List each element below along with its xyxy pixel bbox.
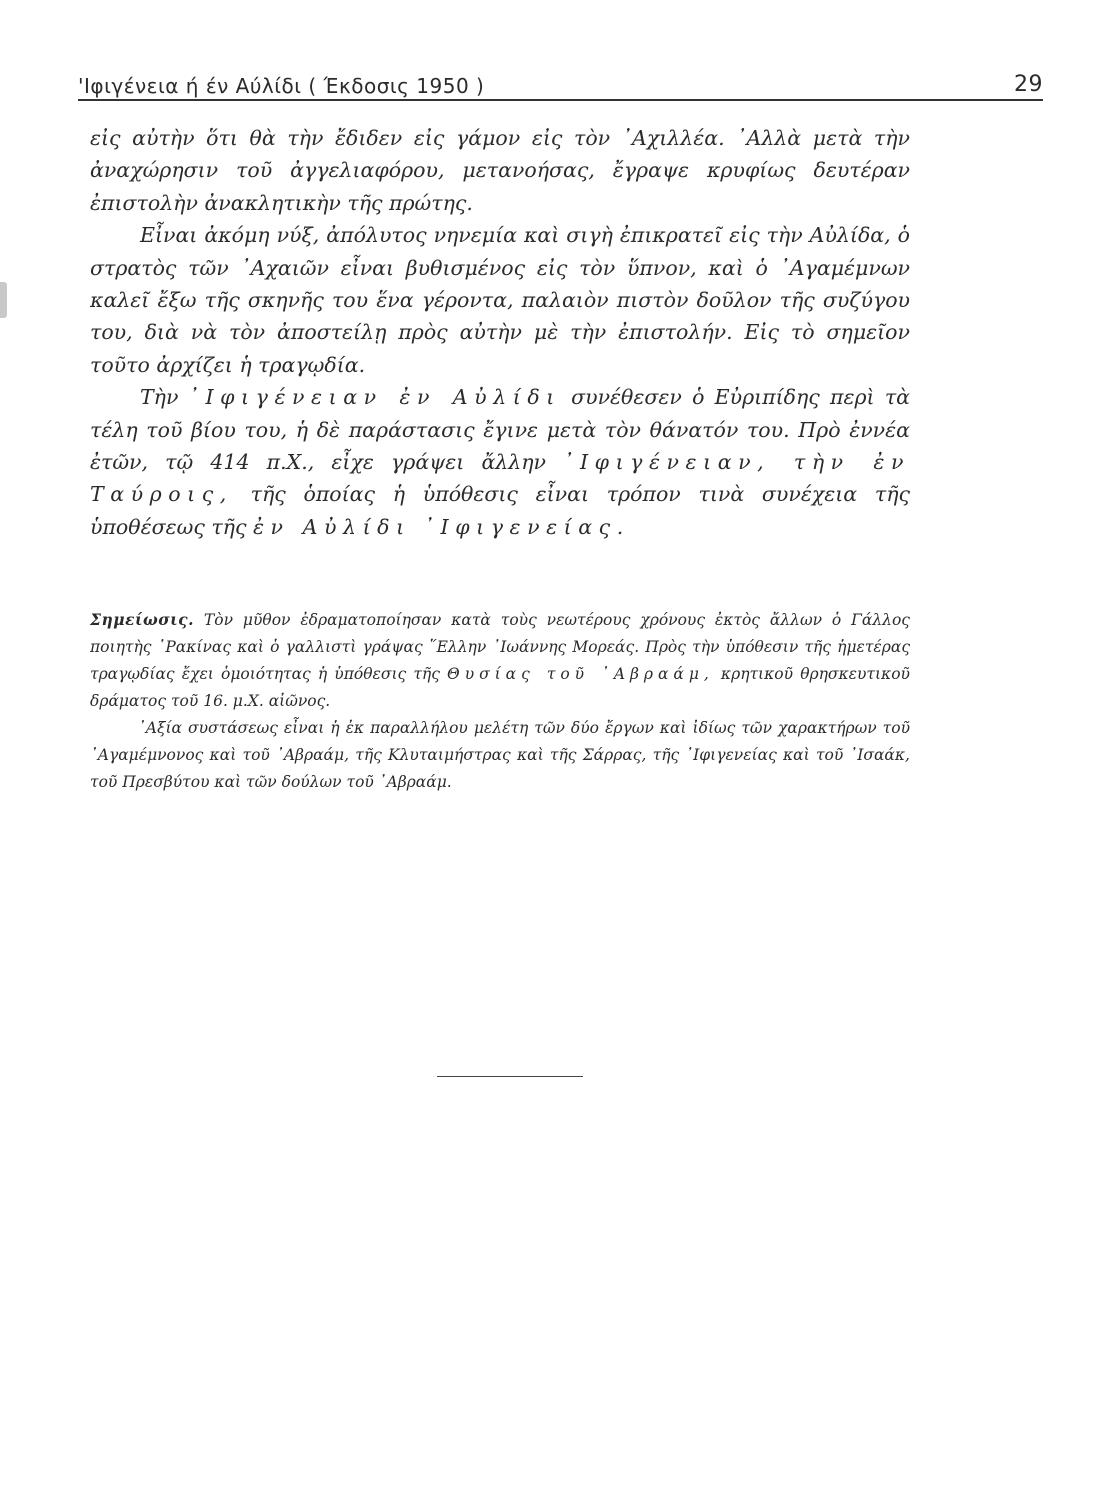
work-title-aulis-genitive: ἐν Αὐλίδι ᾿Ιφιγενείας.: [252, 514, 630, 539]
note-text-c: κρητικοῦ θρησκευτικοῦ δράματος τοῦ 16. μ.Χ. αἰῶνος.: [90, 665, 910, 710]
work-title-abraham: Θυσίας τοῦ ᾿Αβραάμ,: [447, 665, 714, 683]
main-text: [90, 122, 910, 543]
p3-text-c: συνέθεσεν ὁ Εὐριπίδης περὶ τὰ τέλη τοῦ βίου του, ἡ δὲ παράστασις ἔγινε μετὰ τὸν θάνατόν του. Πρὸ ἐννέα ἐτῶν, τῷ 414 π.Χ., εἶχε γράψει ἄλλην: [90, 385, 910, 475]
running-head: [78, 64, 1043, 104]
header-rule: [78, 99, 1043, 101]
note-text-a: Τὸν μῦθον ἐδραματοποίησαν κατὰ τοὺς νεωτέρους χρόνους ἐκτὸς ἄλλων ὁ Γάλλος ποιητὴς ῾Ρακίνας καὶ ὁ γαλλιστὶ γράψας ῞Ελλην ᾿Ιωάννης Μορεάς. Πρὸς τὴν ὑπόθεσιν τῆς ἡμετέρας τραγῳδίας ἔχει ὁμοιότητας ἡ ὑπόθεσις τῆς: [90, 611, 910, 683]
paragraph-2: Εἶναι ἀκόμη νύξ, ἀπόλυτος νηνεμία καὶ σιγὴ ἐπικρατεῖ εἰς τὴν Αὐλίδα, ὁ στρατὸς τῶν ᾿Αχαιῶν εἶναι βυθισμένος εἰς τὸν ὕπνον, καὶ ὁ ᾿Αγαμέμνων καλεῖ ἔξω τῆς σκηνῆς του ἕνα γέροντα, παλαιὸν πιστὸν δοῦλον τῆς συζύγου του, διὰ νὰ τὸν ἀποστείλῃ πρὸς αὐτὴν μὲ τὴν ἐπιστολήν. Εἰς τὸ σημεῖον τοῦτο ἀρχίζει ἡ τραγῳδία.: [90, 223, 910, 377]
note-section: [90, 606, 910, 796]
work-title-aulis: ᾿Ιφιγένειαν ἐν Αὐλίδι: [188, 385, 561, 410]
p3-text-a: Τὴν: [140, 385, 179, 410]
paragraph-3: [90, 381, 910, 543]
work-title-tauris: ᾿Ιφιγένειαν, τὴν ἐν Ταύροις,: [90, 450, 910, 507]
end-rule: [437, 1076, 583, 1077]
running-head-title: 'Ιφιγένεια ή έν Αύλίδι ( Έκδοσις 1950 ): [78, 74, 485, 98]
note-label: Σημείωσις.: [90, 610, 195, 629]
note-paragraph-2: ᾿Αξία συστάσεως εἶναι ἡ ἐκ παραλλήλου μελέτη τῶν δύο ἔργων καὶ ἰδίως τῶν χαρακτήρων τοῦ ᾿Αγαμέμνονος καὶ τοῦ ᾿Αβραάμ, τῆς Κλυταιμήστρας καὶ τῆς Σάρρας, τῆς ᾿Ιφιγενείας καὶ τοῦ ᾿Ισαάκ, τοῦ Πρεσβύτου καὶ τῶν δούλων τοῦ ᾿Αβραάμ.: [90, 719, 910, 791]
page-edge-mark: [0, 282, 7, 318]
paragraph-1: εἰς αὐτὴν ὅτι θὰ τὴν ἔδιδεν εἰς γάμον εἰς τὸν ᾿Αχιλλέα. ᾿Αλλὰ μετὰ τὴν ἀναχώρησιν τοῦ ἀγγελιαφόρου, μετανοήσας, ἔγραψε κρυφίως δευτέραν ἐπιστολὴν ἀνακλητικὴν τῆς πρώτης.: [90, 126, 910, 215]
p3-text-e: τῆς ὁποίας ἡ ὑπόθεσις εἶναι τρόπον τινὰ συνέχεια τῆς ὑποθέσεως τῆς: [90, 482, 910, 539]
note-paragraph-1: [90, 606, 910, 715]
page-number: 29: [1014, 72, 1043, 97]
